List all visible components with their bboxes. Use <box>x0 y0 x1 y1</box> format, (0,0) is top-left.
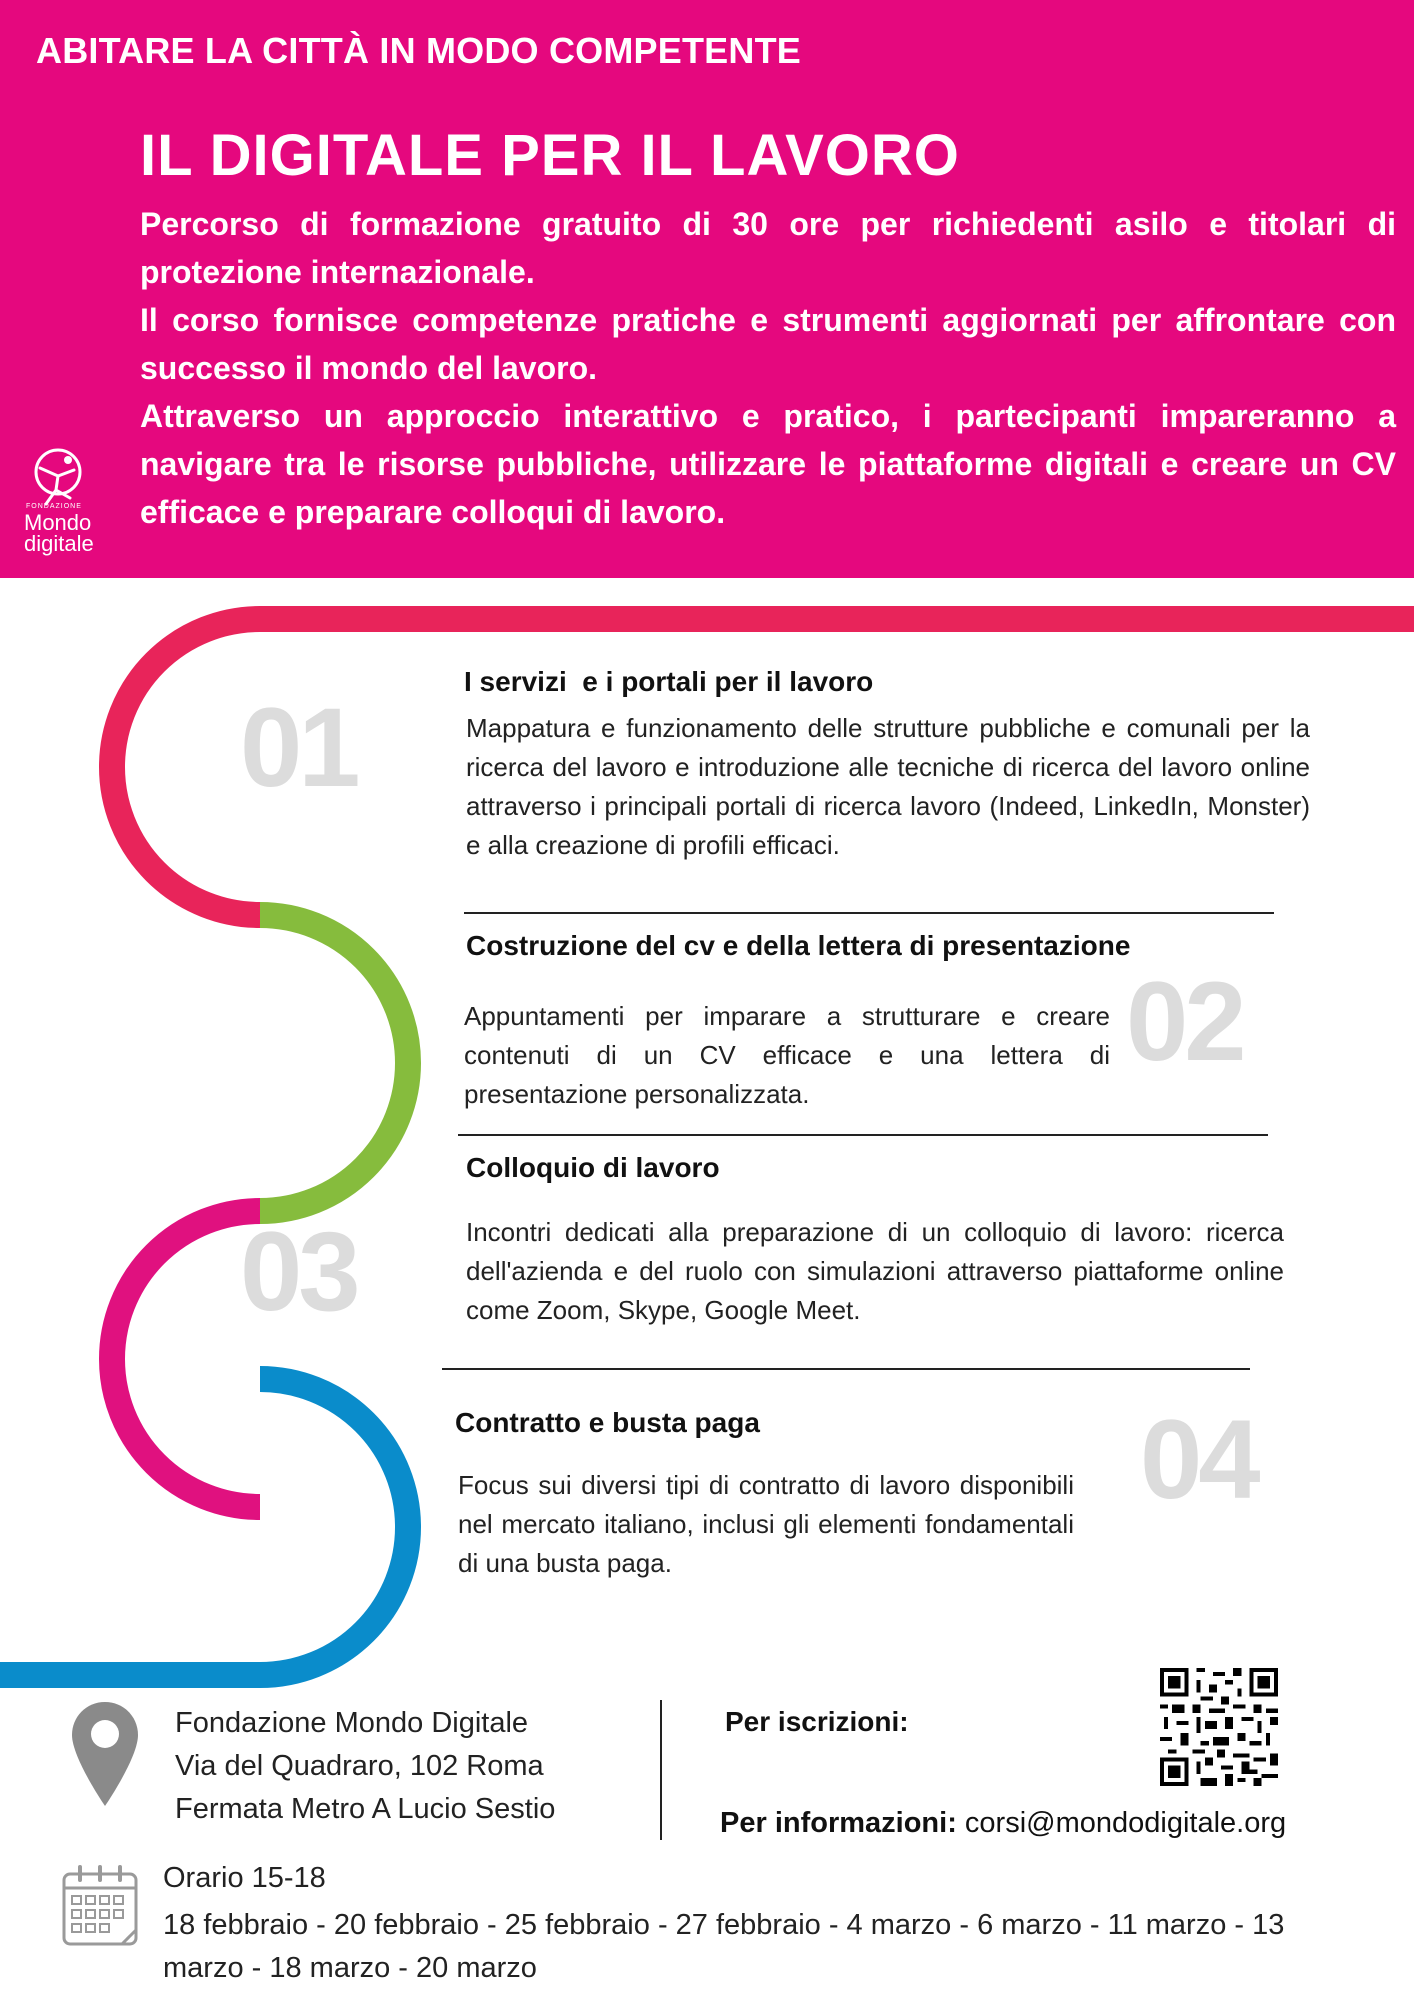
section-title: Costruzione del cv e della lettera di presentazione <box>466 930 1131 961</box>
info-line <box>720 1807 1286 1840</box>
intro-text <box>140 200 1396 536</box>
calendar-icon <box>62 1864 142 1950</box>
info-email-link[interactable]: corsi@mondodigitale.org <box>964 1807 1287 1839</box>
section-body: Mappatura e funzionamento delle strutture pubbliche e comunali per la ricerca del lavoro e introduzione alle tecniche di ricerca del lavoro online attraverso i principali portali di ricerca lavoro (Indeed, LinkedIn, Monster) e alla creazione di profili efficaci. <box>466 713 1310 860</box>
schedule-hours: Orario 15-18 <box>163 1862 326 1894</box>
section-body: Appuntamenti per imparare a strutturare e creare contenuti di un CV efficace e una lettera di presentazione personalizzata. <box>464 1001 1110 1109</box>
path-segment-blue <box>0 1379 408 1675</box>
address-block <box>175 1702 555 1831</box>
divider <box>442 1368 1250 1370</box>
header-kicker: ABITARE LA CITTÀ IN MODO COMPETENTE <box>36 30 801 71</box>
section-number-04: 04 <box>1140 1397 1257 1522</box>
intro-paragraph: Attraverso un approccio interattivo e pratico, i partecipanti impareranno a navigare tra le risorse pubbliche, utilizzare le piattaforme digitali e creare un CV efficace e preparare colloqui di lavoro. <box>140 398 1396 530</box>
address-line: Fondazione Mondo Digitale <box>175 1707 529 1739</box>
path-segment-magenta <box>112 1211 260 1507</box>
section-number-02: 02 <box>1126 959 1243 1084</box>
address-line: Via del Quadraro, 102 Roma <box>175 1750 544 1782</box>
registration-label: Per iscrizioni: <box>725 1706 909 1737</box>
intro-paragraph: Il corso fornisce competenze pratiche e strumenti aggiornati per affrontare con successo il mondo del lavoro. <box>140 302 1396 386</box>
info-label: Per informazioni: <box>720 1807 957 1839</box>
location-pin-icon <box>70 1700 140 1810</box>
section-title: I servizi e i portali per il lavoro <box>464 666 874 697</box>
footer-divider <box>660 1700 662 1840</box>
page-title: IL DIGITALE PER IL LAVORO <box>140 123 960 188</box>
logo-word-digitale: digitale <box>24 531 94 556</box>
section-body: Focus sui diversi tipi di contratto di lavoro disponibili nel mercato italiano, inclusi gli elementi fondamentali di una busta paga. <box>458 1470 1074 1578</box>
header-banner <box>0 0 1414 578</box>
logo-word-mondo: Mondo <box>24 510 92 535</box>
section-number-03: 03 <box>240 1209 357 1334</box>
section-title: Colloquio di lavoro <box>466 1152 720 1183</box>
logo-small-text: FONDAZIONE <box>26 503 82 510</box>
divider <box>458 1134 1268 1136</box>
path-segment-green <box>260 915 408 1211</box>
section-title: Contratto e busta paga <box>455 1407 760 1438</box>
intro-paragraph: Percorso di formazione gratuito di 30 ore per richiedenti asilo e titolari di protezione internazionale. <box>140 206 1396 290</box>
divider <box>464 912 1274 914</box>
address-line: Fermata Metro A Lucio Sestio <box>175 1793 556 1825</box>
schedule-dates: 18 febbraio - 20 febbraio - 25 febbraio - 27 febbraio - 4 marzo - 6 marzo - 11 marzo - 13 marzo - 18 marzo - 20 marzo <box>163 1909 1285 1984</box>
qr-code-icon[interactable] <box>1160 1668 1278 1786</box>
section-number-01: 01 <box>240 685 357 810</box>
section-body: Incontri dedicati alla preparazione di un colloquio di lavoro: ricerca dell'azienda e del ruolo con simulazioni attraverso piattaforme online come Zoom, Skype, Google Meet. <box>466 1217 1284 1325</box>
